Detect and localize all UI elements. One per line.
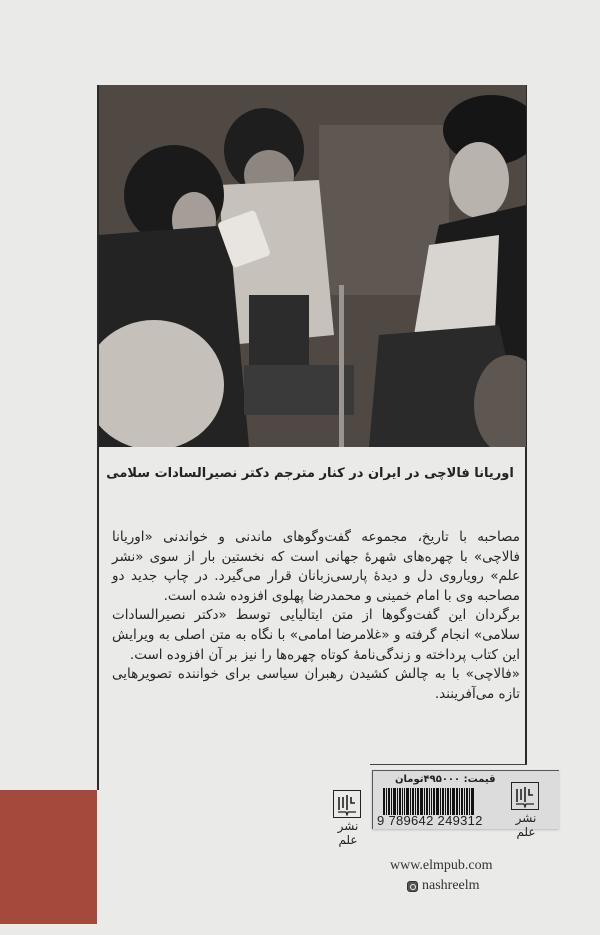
blurb-paragraph: «فالاچی» با به چالش کشیدن رهبران سیاسی برای خواننده تصویرهایی تازه می‌آفرینند.	[112, 666, 520, 702]
instagram-icon	[407, 881, 418, 892]
instagram-handle[interactable]	[407, 878, 480, 894]
price-barcode-sticker	[372, 770, 559, 839]
publisher-logo-sticker	[511, 782, 541, 839]
publisher-logo-icon	[333, 790, 361, 818]
blurb-paragraph: برگردان این گفت‌وگوها از متن ایتالیایی توسط «دکتر نصیرالسادات سلامی» انجام گرفته و «غلامرضا امامی» با نگاه به متن اصلی به ویرایش این کتاب پرداخته و زندگی‌نامهٔ کوتاه چهره‌ها را نیز بر آن افزوده است.	[112, 607, 520, 663]
publisher-logo-script: نشر علم	[515, 811, 537, 839]
publisher-logo-script: نشر علم	[337, 819, 359, 847]
red-accent-block	[0, 790, 97, 924]
publisher-website-link[interactable]: www.elmpub.com	[390, 858, 493, 873]
cover-photo	[99, 85, 526, 447]
price-label: قیمت: ۴۹۵۰۰۰تومان	[395, 774, 496, 785]
publisher-logo	[333, 790, 363, 847]
instagram-handle-text: nashreelm	[422, 878, 480, 893]
isbn-number: 9 789642 249312	[377, 813, 483, 828]
publisher-logo-icon	[511, 782, 539, 810]
barcode-icon	[383, 788, 495, 815]
photo-illustration	[99, 85, 526, 447]
frame-bottom-border	[370, 764, 527, 765]
photo-caption: اوریانا فالاچی در ایران در کنار مترجم دکتر نصیرالسادات سلامی	[106, 466, 514, 481]
back-cover-blurb	[112, 528, 520, 704]
blurb-paragraph: مصاحبه با تاریخ، مجموعه گفت‌وگوهای ماندنی و خواندنی «اوریانا فالاچی» با چهره‌های شهرهٔ جهانی است که نخستین بار از سوی «نشر علم» رویاروی دل و دیدهٔ پارسی‌زبانان قرار می‌گیرد. در چاپ جدید دو مصاحبه وی با امام خمینی و محمدرضا پهلوی افزوده شده است.	[112, 529, 520, 604]
